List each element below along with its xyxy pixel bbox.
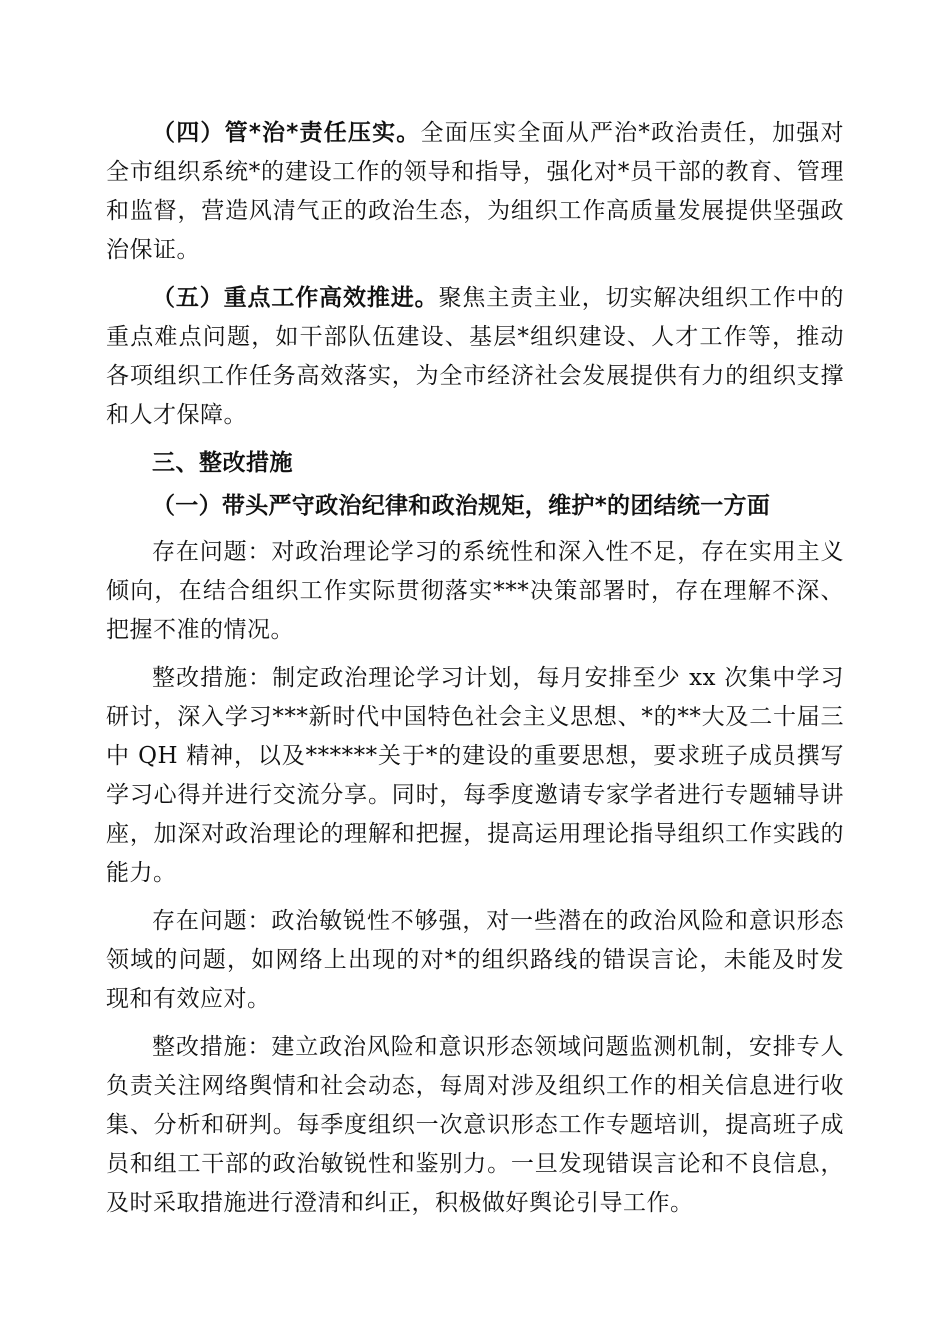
paragraph-lead: （四）管*治*责任压实。 bbox=[152, 120, 421, 146]
section-heading: 三、整改措施 bbox=[152, 450, 293, 476]
paragraph-body: 聚焦主责主业，切实解决组织工作中的重点难点问题，如干部队伍建设、基层*组织建设、人才工作等，推动各项组织工作任务高效落实，为全市经济社会发展提供有力的组织支撑和人才保障。 bbox=[106, 285, 844, 428]
paragraph-lead: （五）重点工作高效推进。 bbox=[152, 285, 439, 311]
problem-paragraph: 存在问题：对政治理论学习的系统性和深入性不足，存在实用主义倾向，在结合组织工作实际贯彻落实***决策部署时，存在理解不深、把握不准的情况。 bbox=[106, 539, 844, 643]
measure-paragraph: 整改措施：建立政治风险和意识形态领域问题监测机制，安排专人负责关注网络舆情和社会动态，每周对涉及组织工作的相关信息进行收集、分析和研判。每季度组织一次意识形态工作专题培训，提高班子成员和组工干部的政治敏锐性和鉴别力。一旦发现错误言论和不良信息，及时采取措施进行澄清和纠正，积极做好舆论引导工作。 bbox=[106, 1034, 844, 1216]
paragraph-body: 全面压实全面从严治*政治责任，加强对全市组织系统*的建设工作的领导和指导，强化对*员干部的教育、管理和监督，营造风清气正的政治生态，为组织工作高质量发展提供坚强政治保证。 bbox=[106, 120, 844, 263]
problem-paragraph: 存在问题：政治敏锐性不够强，对一些潜在的政治风险和意识形态领域的问题，如网络上出现的对*的组织路线的错误言论，未能及时发现和有效应对。 bbox=[106, 908, 844, 1012]
paragraph-responsibility bbox=[106, 114, 844, 270]
section-subheading: （一）带头严守政治纪律和政治规矩，维护*的团结统一方面 bbox=[152, 493, 771, 519]
paragraph-key-work bbox=[106, 279, 844, 435]
measure-paragraph: 整改措施：制定政治理论学习计划，每月安排至少 xx 次集中学习研讨，深入学习***新时代中国特色社会主义思想、*的**大及二十届三中 QH 精神，以及******关于*的建设的重要思想，要求班子成员撰写学习心得并进行交流分享。同时，每季度邀请专家学者进行专题辅导讲座，加深对政治理论的理解和把握，提高运用理论指导组织工作实践的能力。 bbox=[106, 665, 844, 886]
document-page bbox=[106, 114, 844, 1232]
